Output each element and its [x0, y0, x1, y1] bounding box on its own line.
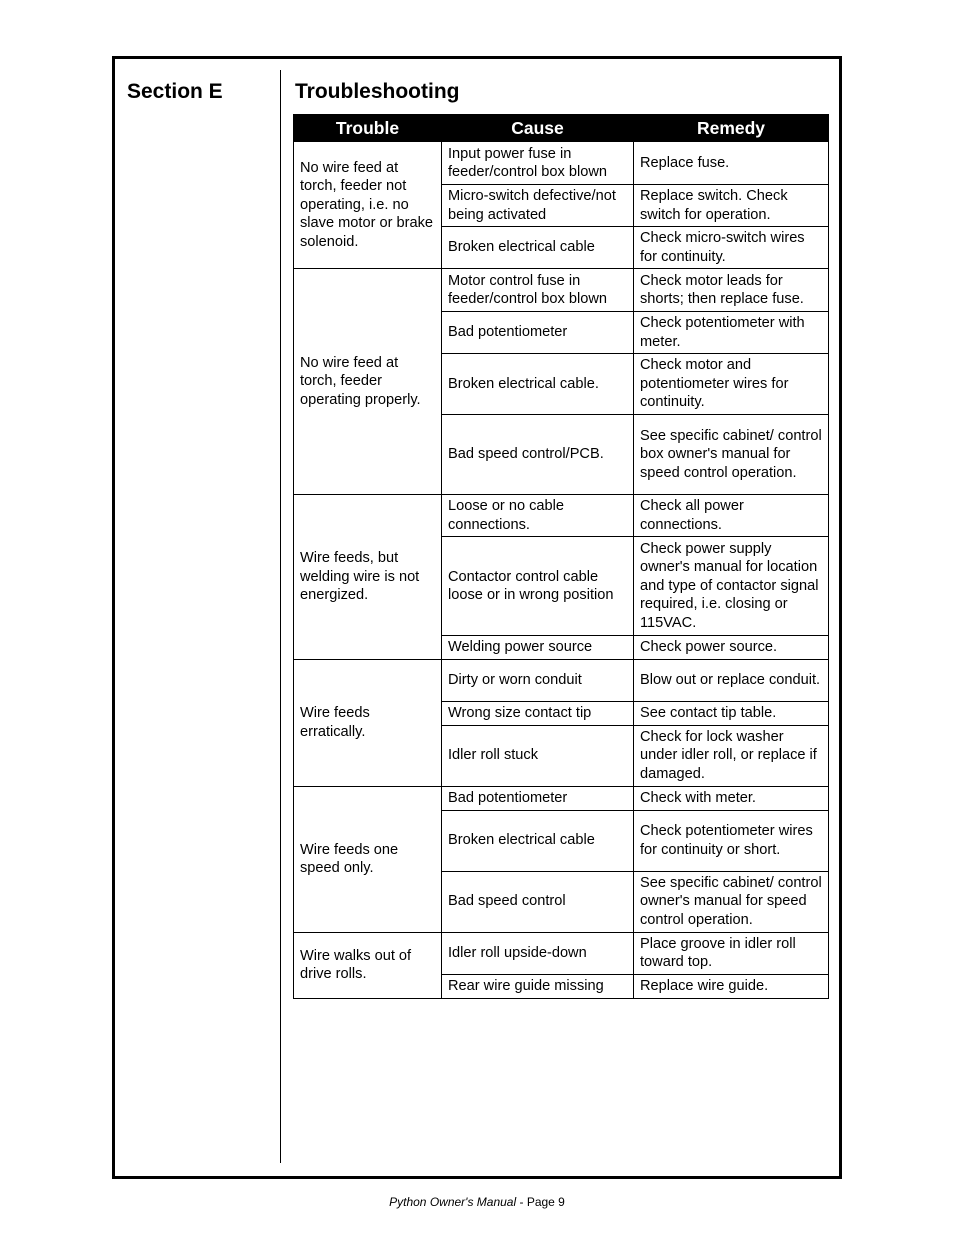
- section-label: Section E: [127, 80, 223, 103]
- header-trouble: Trouble: [294, 115, 442, 142]
- trouble-cell: No wire feed at torch, feeder not operating, i.e. no slave motor or brake solenoid.: [294, 142, 442, 269]
- cause-cell: Idler roll stuck: [442, 725, 634, 786]
- table-row: [294, 142, 829, 185]
- remedy-cell: Replace switch. Check switch for operation.: [634, 185, 829, 227]
- table-row: [294, 269, 829, 312]
- page-title: Troubleshooting: [295, 80, 460, 103]
- remedy-cell: Check potentiometer wires for continuity or short.: [634, 810, 829, 871]
- cause-cell: Broken electrical cable: [442, 227, 634, 269]
- cause-cell: Broken electrical cable.: [442, 354, 634, 415]
- cause-cell: Bad potentiometer: [442, 786, 634, 810]
- trouble-cell: Wire feeds, but welding wire is not energized.: [294, 495, 442, 660]
- remedy-cell: Check motor leads for shorts; then replace fuse.: [634, 269, 829, 312]
- table-row: [294, 495, 829, 537]
- page-footer: [0, 1195, 954, 1209]
- table-row: [294, 659, 829, 701]
- cause-cell: Input power fuse in feeder/control box blown: [442, 142, 634, 185]
- remedy-cell: Check for lock washer under idler roll, or replace if damaged.: [634, 725, 829, 786]
- remedy-cell: Check with meter.: [634, 786, 829, 810]
- trouble-cell: Wire feeds erratically.: [294, 659, 442, 786]
- cause-cell: Wrong size contact tip: [442, 701, 634, 725]
- remedy-cell: See specific cabinet/ control owner's manual for speed control operation.: [634, 871, 829, 932]
- cause-cell: Motor control fuse in feeder/control box blown: [442, 269, 634, 312]
- cause-cell: Bad speed control/PCB.: [442, 415, 634, 495]
- table-row: [294, 786, 829, 810]
- cause-cell: Broken electrical cable: [442, 810, 634, 871]
- remedy-cell: Place groove in idler roll toward top.: [634, 932, 829, 974]
- cause-cell: Idler roll upside-down: [442, 932, 634, 974]
- cause-cell: Dirty or worn conduit: [442, 659, 634, 701]
- remedy-cell: Check potentiometer with meter.: [634, 312, 829, 354]
- cause-cell: Loose or no cable connections.: [442, 495, 634, 537]
- trouble-cell: Wire walks out of drive rolls.: [294, 932, 442, 998]
- column-divider: [280, 70, 281, 1163]
- remedy-cell: Check motor and potentiometer wires for continuity.: [634, 354, 829, 415]
- cause-cell: Micro-switch defective/not being activated: [442, 185, 634, 227]
- table-header-row: [294, 115, 829, 142]
- header-remedy: Remedy: [634, 115, 829, 142]
- page-number: - Page 9: [516, 1195, 565, 1209]
- remedy-cell: Check all power connections.: [634, 495, 829, 537]
- remedy-cell: Replace fuse.: [634, 142, 829, 185]
- remedy-cell: Replace wire guide.: [634, 974, 829, 998]
- cause-cell: Bad speed control: [442, 871, 634, 932]
- troubleshooting-table: [293, 114, 829, 999]
- remedy-cell: Check micro-switch wires for continuity.: [634, 227, 829, 269]
- cause-cell: Bad potentiometer: [442, 312, 634, 354]
- cause-cell: Contactor control cable loose or in wrong position: [442, 537, 634, 636]
- table-row: [294, 932, 829, 974]
- cause-cell: Welding power source: [442, 636, 634, 660]
- trouble-cell: Wire feeds one speed only.: [294, 786, 442, 932]
- remedy-cell: Check power supply owner's manual for location and type of contactor signal required, i.e. closing or 115VAC.: [634, 537, 829, 636]
- trouble-cell: No wire feed at torch, feeder operating properly.: [294, 269, 442, 495]
- manual-title: Python Owner's Manual: [389, 1195, 517, 1209]
- remedy-cell: See specific cabinet/ control box owner's manual for speed control operation.: [634, 415, 829, 495]
- cause-cell: Rear wire guide missing: [442, 974, 634, 998]
- remedy-cell: Check power source.: [634, 636, 829, 660]
- header-cause: Cause: [442, 115, 634, 142]
- remedy-cell: Blow out or replace conduit.: [634, 659, 829, 701]
- remedy-cell: See contact tip table.: [634, 701, 829, 725]
